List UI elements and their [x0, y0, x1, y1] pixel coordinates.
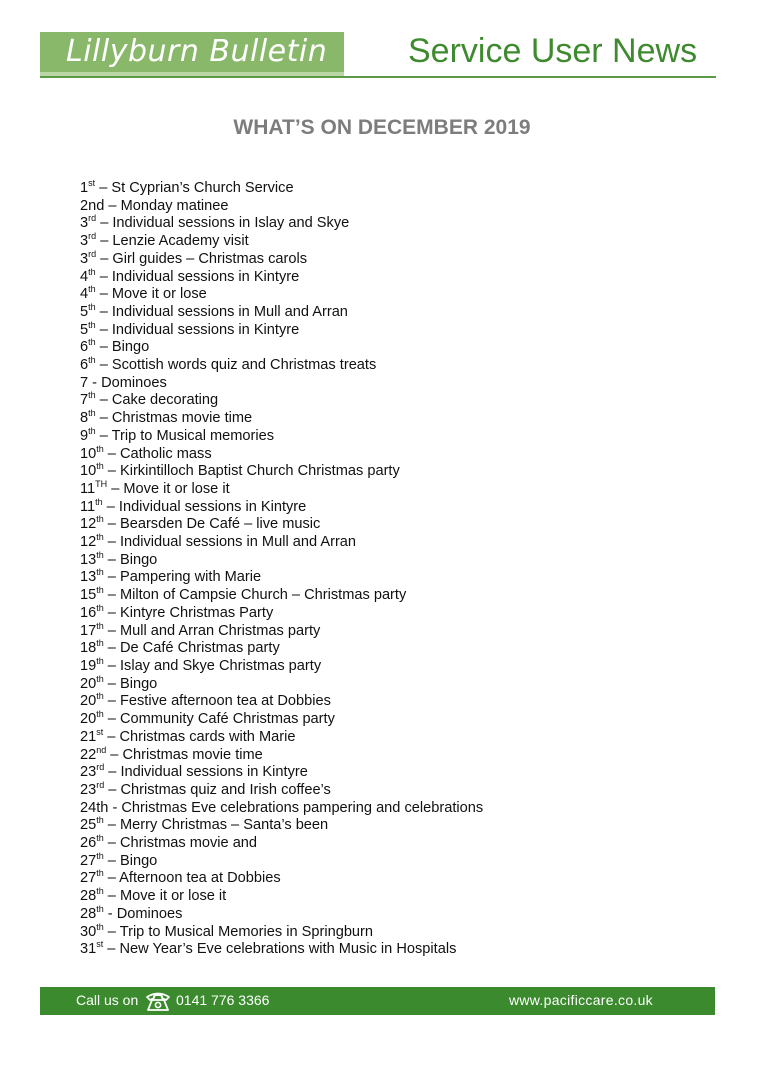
event-text: – Islay and Skye Christmas party: [103, 657, 322, 674]
event-item: [80, 764, 483, 782]
event-day: 23: [80, 781, 97, 798]
event-item: [80, 870, 483, 888]
event-text: – De Café Christmas party: [103, 640, 280, 657]
event-day: 30: [80, 923, 97, 940]
event-text: – Christmas movie time: [95, 410, 253, 427]
event-day-suffix: th: [95, 496, 103, 507]
event-day-suffix: TH: [95, 478, 108, 489]
event-day-suffix: rd: [96, 762, 105, 773]
event-item: [80, 941, 483, 959]
event-text: – Individual sessions in Islay and Skye: [96, 215, 350, 232]
event-day: 7: [80, 374, 89, 391]
event-item: [80, 903, 483, 924]
event-item: [80, 587, 483, 605]
event-item: [80, 392, 483, 410]
event-day: 25: [80, 817, 97, 834]
event-day-suffix: th: [96, 567, 104, 578]
event-day: 5: [80, 321, 89, 338]
event-text: – Christmas cards with Marie: [103, 728, 296, 745]
event-day: 11: [80, 498, 96, 515]
event-day: 4: [80, 286, 89, 303]
event-day: 23: [80, 764, 97, 781]
event-day-suffix: nd: [96, 744, 107, 755]
event-item: [80, 319, 483, 340]
event-text: – St Cyprian’s Church Service: [95, 180, 294, 196]
event-text: – Trip to Musical Memories in Springburn: [103, 923, 374, 940]
event-day-suffix: th: [88, 301, 96, 312]
event-day-suffix: rd: [88, 213, 97, 224]
event-text: – Christmas movie and: [103, 835, 258, 852]
event-text: – Lenzie Academy visit: [96, 233, 249, 250]
event-day-suffix: rd: [96, 779, 105, 790]
event-day: 22: [80, 746, 97, 763]
event-day: 3: [80, 233, 89, 250]
event-item: [80, 478, 483, 499]
event-item: [80, 569, 483, 587]
event-text: – Bingo: [103, 852, 158, 869]
event-item: [80, 655, 483, 676]
event-day-suffix: th: [96, 549, 104, 560]
event-day: 3: [80, 250, 89, 267]
events-list: [80, 180, 483, 959]
event-day-suffix: th: [96, 514, 104, 525]
event-day-suffix: th: [96, 620, 104, 631]
event-day: 12: [80, 516, 97, 533]
event-day-suffix: th: [96, 886, 104, 897]
event-day-suffix: th: [96, 602, 104, 613]
event-text: – Bingo: [103, 551, 158, 568]
event-item: [80, 711, 483, 729]
event-text: - Dominoes: [88, 374, 167, 391]
news-title: Service User News: [408, 32, 698, 70]
event-text: – Christmas movie time: [106, 746, 263, 763]
event-item: [80, 921, 483, 942]
event-day-suffix: st: [96, 726, 104, 737]
event-text: – Individual sessions in Kintyre: [95, 268, 300, 285]
event-day: 31: [80, 941, 97, 958]
event-text: – Individual sessions in Kintyre: [104, 764, 308, 781]
event-day-suffix: th: [88, 266, 96, 277]
event-text: – Kirkintilloch Baptist Church Christmas party: [103, 463, 400, 480]
event-item: [80, 357, 483, 375]
event-text: – Pampering with Marie: [103, 569, 262, 586]
event-text: – Festive afternoon tea at Dobbies: [103, 693, 331, 710]
event-item: [80, 673, 483, 694]
event-text: – Merry Christmas – Santa’s been: [103, 817, 329, 834]
event-day-suffix: th: [96, 709, 104, 720]
event-day: 28: [80, 905, 97, 922]
event-day: 11: [80, 480, 96, 497]
event-day: 20: [80, 675, 97, 692]
event-item: [80, 800, 483, 818]
brand-logo-text: Lillyburn Bulletin: [66, 34, 328, 69]
event-text: – Girl guides – Christmas carols: [96, 250, 308, 267]
event-item: [80, 888, 483, 906]
event-item: [80, 726, 483, 747]
event-text: – Move it or lose it: [103, 888, 227, 905]
event-text: – Community Café Christmas party: [103, 711, 335, 728]
event-day-suffix: th: [88, 390, 96, 401]
event-day-suffix: th: [96, 585, 104, 596]
event-text: – Individual sessions in Kintyre: [102, 498, 307, 515]
event-text: – Bearsden De Café – live music: [103, 516, 321, 533]
event-day: 4: [80, 268, 89, 285]
event-text: - Christmas Eve celebrations pampering and celebrations: [108, 799, 484, 816]
event-text: – Move it or lose it: [107, 480, 230, 497]
event-text: – Mull and Arran Christmas party: [103, 622, 321, 639]
event-day-suffix: th: [96, 850, 104, 861]
event-day: 17: [80, 622, 97, 639]
event-item: [80, 301, 483, 322]
event-item: [80, 463, 483, 481]
event-day-suffix: th: [88, 355, 96, 366]
telephone-icon: [144, 990, 172, 1012]
event-text: – Afternoon tea at Dobbies: [103, 870, 281, 887]
event-day: 1: [80, 180, 89, 196]
event-day-suffix: st: [88, 178, 96, 188]
event-item: [80, 744, 483, 765]
event-item: [80, 375, 483, 393]
event-item: [80, 180, 483, 198]
event-day: 9: [80, 427, 89, 444]
event-day-suffix: th: [96, 443, 104, 454]
event-item: [80, 850, 483, 871]
event-text: – Individual sessions in Mull and Arran: [103, 534, 357, 551]
event-day-suffix: th: [88, 425, 96, 436]
event-day: 12: [80, 534, 97, 551]
event-text: – Cake decorating: [95, 392, 219, 409]
event-item: [80, 602, 483, 623]
event-day: 6: [80, 357, 89, 374]
event-day-suffix: th: [96, 833, 104, 844]
event-day: 26: [80, 835, 97, 852]
event-day-suffix: st: [96, 939, 104, 950]
event-day-suffix: th: [96, 638, 104, 649]
event-day-suffix: rd: [88, 231, 97, 242]
event-day: 24th: [80, 799, 109, 816]
event-day: 3: [80, 215, 89, 232]
event-item: [80, 248, 483, 269]
event-item: [80, 516, 483, 534]
page-title: WHAT’S ON DECEMBER 2019: [233, 116, 531, 139]
header-divider: [40, 76, 716, 78]
event-day: 18: [80, 640, 97, 657]
event-day: 21: [80, 728, 97, 745]
event-day: 20: [80, 693, 97, 710]
event-day: 27: [80, 852, 97, 869]
event-day-suffix: th: [88, 408, 96, 419]
event-day-suffix: th: [96, 868, 104, 879]
event-item: [80, 693, 483, 711]
website-link[interactable]: www.pacificcare.co.uk: [508, 992, 653, 1008]
event-item: [80, 549, 483, 570]
event-item: [80, 534, 483, 552]
event-item: [80, 496, 483, 517]
event-day-suffix: th: [88, 319, 96, 330]
event-text: – New Year’s Eve celebrations with Music in Hospitals: [103, 941, 457, 958]
event-item: [80, 266, 483, 287]
event-item: [80, 620, 483, 641]
footer-bar: [40, 987, 715, 1015]
event-day: 5: [80, 303, 89, 320]
event-item: [80, 215, 483, 233]
event-item: [80, 835, 483, 853]
event-text: – Trip to Musical memories: [95, 427, 275, 444]
event-text: – Bingo: [103, 675, 158, 692]
event-item: [80, 443, 483, 464]
event-day-suffix: rd: [88, 248, 97, 259]
event-day: 10: [80, 463, 97, 480]
event-day: 13: [80, 569, 97, 586]
event-day: 28: [80, 888, 97, 905]
event-item: [80, 339, 483, 357]
event-day-suffix: th: [88, 284, 96, 295]
event-text: – Scottish words quiz and Christmas treats: [95, 357, 377, 374]
event-day-suffix: th: [96, 691, 104, 702]
event-day-suffix: th: [88, 337, 96, 348]
event-day-suffix: th: [96, 903, 104, 914]
event-text: – Christmas quiz and Irish coffee’s: [104, 781, 331, 798]
event-day: 13: [80, 551, 97, 568]
event-text: – Individual sessions in Mull and Arran: [95, 303, 348, 320]
event-item: [80, 425, 483, 446]
call-label: Call us on: [76, 992, 139, 1008]
event-text: – Bingo: [95, 339, 150, 356]
event-text: – Milton of Campsie Church – Christmas party: [103, 587, 407, 604]
event-day: 19: [80, 657, 97, 674]
event-day: 15: [80, 587, 97, 604]
event-day: 16: [80, 604, 97, 621]
event-day-suffix: th: [96, 461, 104, 472]
event-day: 6: [80, 339, 89, 356]
event-text: – Kintyre Christmas Party: [103, 604, 274, 621]
event-day-suffix: th: [96, 921, 104, 932]
event-day: 20: [80, 711, 97, 728]
event-item: [80, 233, 483, 251]
phone-number: 0141 776 3366: [176, 992, 270, 1008]
event-day-suffix: th: [96, 532, 104, 543]
event-item: [80, 198, 483, 216]
event-day: 10: [80, 445, 97, 462]
event-item: [80, 640, 483, 658]
event-text: – Move it or lose: [95, 286, 207, 303]
event-text: – Monday matinee: [104, 197, 229, 214]
event-text: – Catholic mass: [103, 445, 212, 462]
event-day-suffix: th: [96, 655, 104, 666]
event-day: 2nd: [80, 197, 105, 214]
event-item: [80, 817, 483, 835]
event-day-suffix: th: [96, 815, 104, 826]
event-text: – Individual sessions in Kintyre: [95, 321, 300, 338]
event-item: [80, 410, 483, 428]
event-day-suffix: th: [96, 673, 104, 684]
event-day: 27: [80, 870, 97, 887]
event-text: - Dominoes: [103, 905, 183, 922]
event-day: 8: [80, 410, 89, 427]
event-item: [80, 779, 483, 800]
event-day: 7: [80, 392, 89, 409]
event-item: [80, 286, 483, 304]
